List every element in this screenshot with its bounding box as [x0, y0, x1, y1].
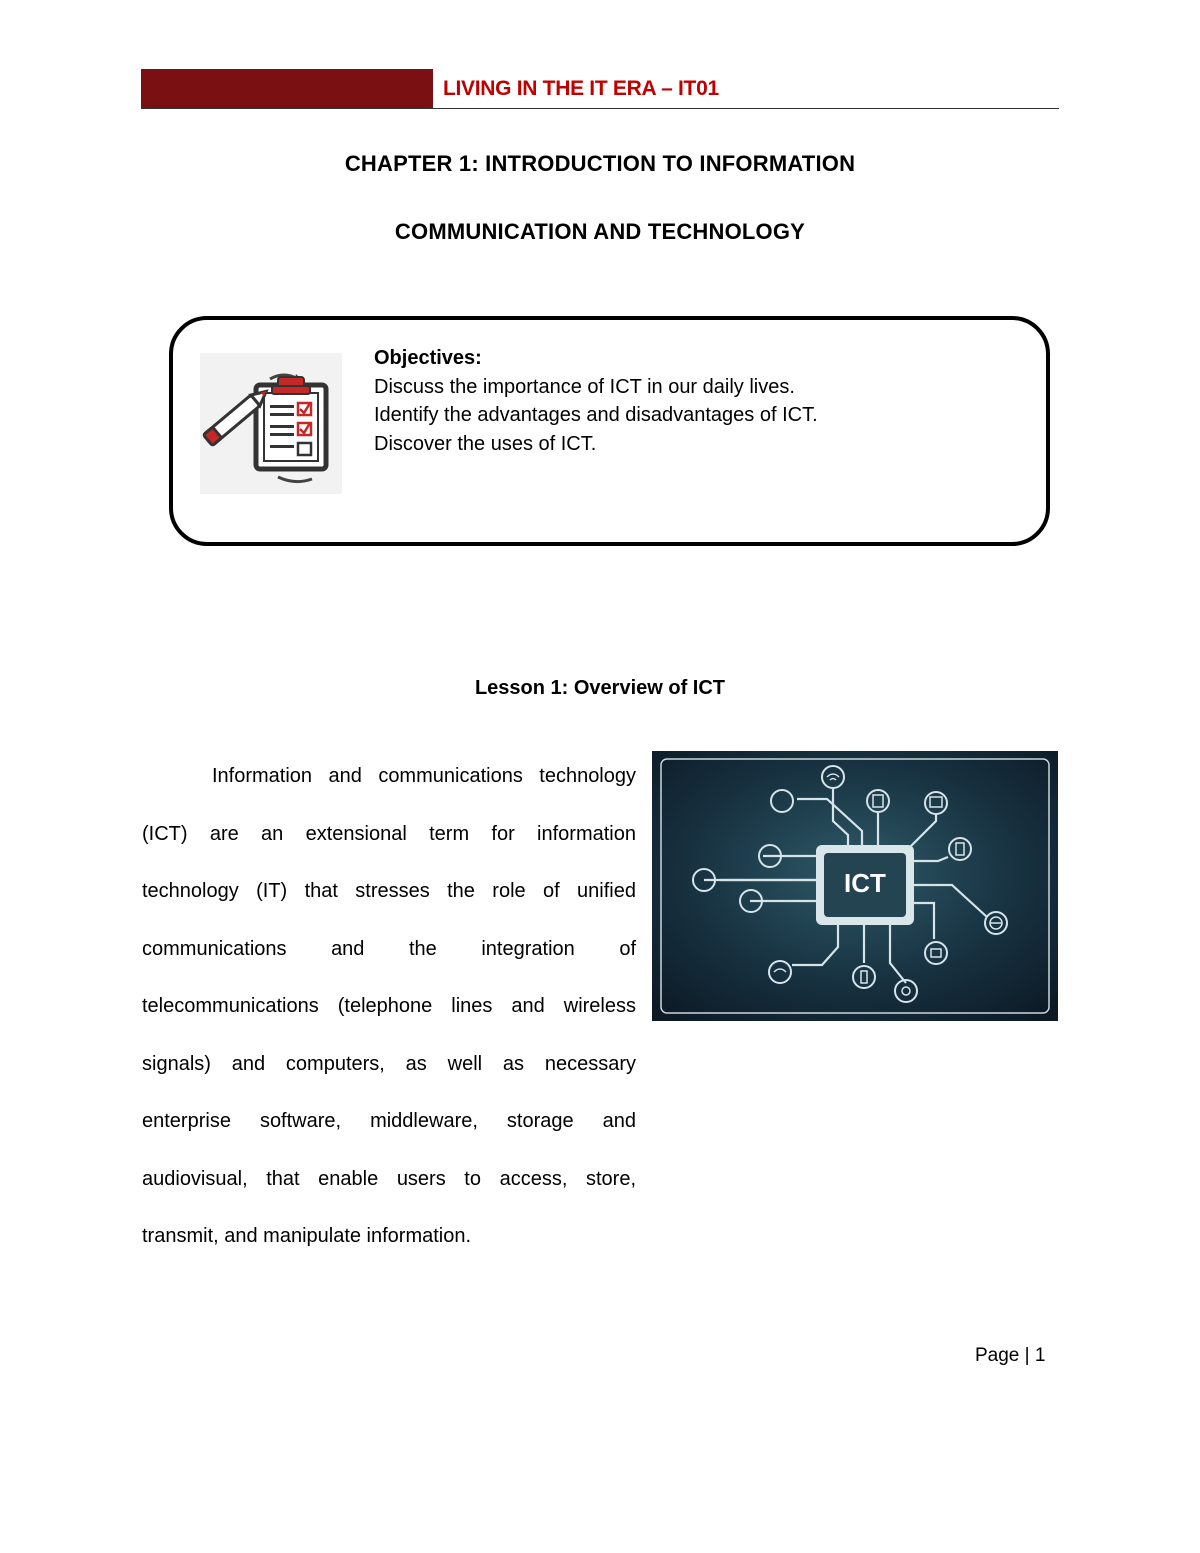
header-accent-bar — [141, 69, 433, 109]
chapter-title-line-2: COMMUNICATION AND TECHNOLOGY — [394, 219, 806, 244]
clipboard-checklist-icon — [200, 353, 342, 494]
ict-network-image — [652, 751, 1058, 1021]
ict-image-label: ICT — [844, 868, 886, 898]
objectives-heading: Objectives: — [374, 347, 482, 369]
header-rule — [141, 108, 1059, 109]
page-label: Page — [975, 1345, 1020, 1366]
lesson-title: Lesson 1: Overview of ICT — [474, 677, 726, 699]
lesson-paragraph-text: Information and communications technology (ICT) are an extensional term for information technology (IT) that stresses the role of unified communications and the integration of telecommunications (telephone lines and wireless signals) and computers, as well as necessary enterprise software, middleware, storage and audiovisual, that enable users to access, store, transmit, and manipulate information. — [142, 765, 636, 1247]
objective-item: Identify the advantages and disadvantages of ICT. — [374, 404, 818, 426]
page-number: 1 — [1034, 1345, 1046, 1366]
page-separator: | — [1024, 1345, 1030, 1366]
objective-item: Discover the uses of ICT. — [374, 432, 597, 455]
document-header-title: LIVING IN THE IT ERA – IT01 — [443, 77, 719, 100]
objective-item: Discuss the importance of ICT in our daily lives. — [374, 375, 795, 398]
page-footer — [975, 1345, 1045, 1367]
objectives-text — [374, 344, 818, 458]
chapter-title-line-1: CHAPTER 1: INTRODUCTION TO INFORMATION — [344, 151, 856, 176]
lesson-paragraph — [142, 748, 636, 1266]
